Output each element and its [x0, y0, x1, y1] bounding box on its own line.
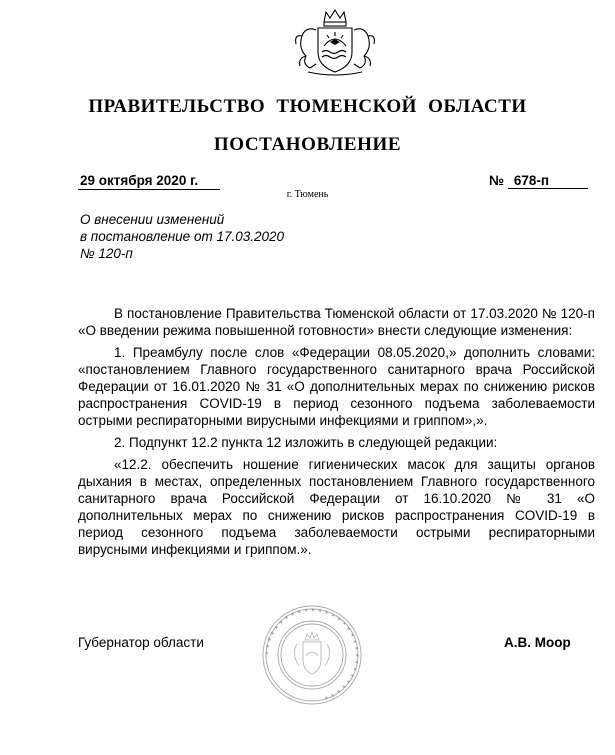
- body-paragraph: 1. Преамбулу после слов «Федерации 08.05.2020,» дополнить словами: «постановлением Главного государственного санитарного врача Российской Федерации от 16.01.2020 № 31 «О дополнительных мерах по снижению рисков распространения COVID-19 в период сезонного подъема заболеваемости острыми респираторными вирусными инфекциями и гриппом»,».: [78, 345, 595, 428]
- document-number: [489, 173, 588, 189]
- tyumen-oblast-coat-of-arms-icon: [288, 8, 382, 78]
- document-subject: [80, 211, 284, 262]
- subject-line: О внесении изменений: [80, 212, 225, 227]
- number-value: 678-п: [508, 173, 588, 189]
- document-type: ПОСТАНОВЛЕНИЕ: [213, 134, 402, 155]
- number-prefix: №: [489, 173, 505, 188]
- organization-title: ПРАВИТЕЛЬСТВО ТЮМЕНСКОЙ ОБЛАСТИ: [88, 96, 527, 117]
- body-paragraph: В постановление Правительства Тюменской области от 17.03.2020 № 120-п «О введении режима повышенной готовности» внести следующие изменения:: [78, 306, 595, 338]
- signatory-position: Губернатор области: [78, 635, 204, 650]
- document-date: 29 октября 2020 г.: [78, 173, 220, 190]
- city: г. Тюмень: [286, 189, 329, 200]
- document-body: [78, 305, 595, 563]
- official-seal-icon: [261, 604, 363, 706]
- body-paragraph: «12.2. обеспечить ношение гигиенических масок для защиты органов дыхания в местах, определенных постановлением Главного государственного санитарного врача Российской Федерации от 16.10.2020 № 31 «О дополнительных мерах по снижению рисков распространения COVID-19 в период сезонного подъема заболеваемости острыми респираторными вирусными инфекциями и гриппом.».: [78, 457, 595, 557]
- subject-line: № 120-п: [80, 246, 133, 261]
- body-paragraph: 2. Подпункт 12.2 пункта 12 изложить в следующей редакции:: [114, 435, 498, 450]
- svg-text:* * * * * * * * * * * * * * *: * * * * * * * * * * * * * * * * * * * * * * * * * * * * *: [262, 605, 362, 703]
- subject-line: в постановление от 17.03.2020: [80, 229, 285, 244]
- signatory-name: А.В. Моор: [504, 635, 571, 650]
